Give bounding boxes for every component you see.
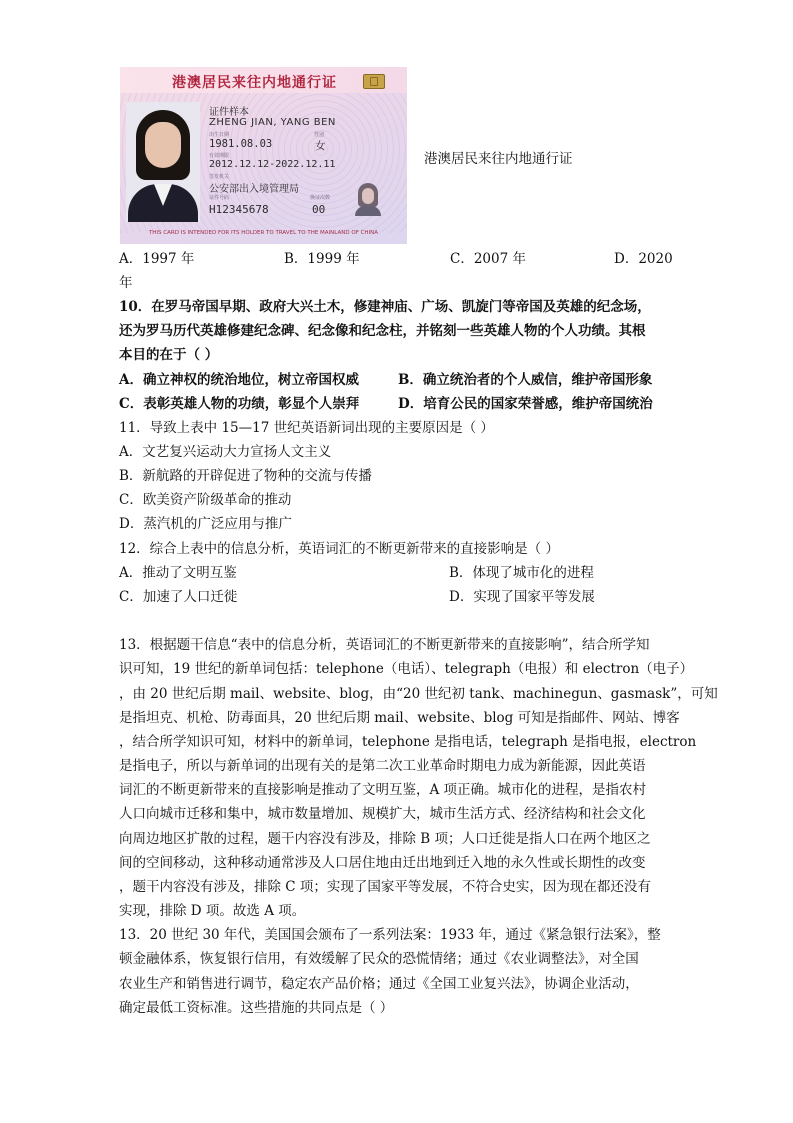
label-issuer: 签发机关 [209,174,230,180]
label-sex: 性别 [314,132,325,138]
q13-stem-line-1: 13．20 世纪 30 年代，美国国会颁布了一系列法案：1933 年，通过《紧急银行法案》，整 [119,927,661,943]
q10-option-b: B．确立统治者的个人威信，维护帝国形象 [398,372,653,388]
q11-option-b: B．新航路的开辟促进了物种的交流与传播 [119,468,372,484]
analysis-line-4: 是指坦克、机枪、防毒面具，20 世纪后期 mail、website、blog 可知是指邮件、网站、博客 [119,710,680,726]
card-caption: 港澳居民来往内地通行证 [424,151,573,167]
card-footer-text: THIS CARD IS INTENDED FOR ITS HOLDER TO TRAVEL TO THE MAINLAND OF CHINA [148,230,379,236]
q13-stem-line-3: 农业生产和销售进行调节，稳定农产品价格；通过《全国工业复兴法》，协调企业活动， [119,976,639,992]
card-sex: 女 [315,140,326,152]
analysis-line-3: ，由 20 世纪后期 mail、website、blog，由“20 世纪初 tank、machinegun、gasmask”，可知 [119,686,718,702]
q11-stem: 11．导致上表中 15—17 世纪英语新词出现的主要原因是（ ） [119,420,494,436]
q9-option-b: B．1999 年 [284,251,360,267]
ghost-photo [354,182,382,216]
q11-option-c: C．欧美资产阶级革命的推动 [119,492,292,508]
analysis-line-6: 是指电子，所以与新单词的出现有关的是第二次工业革命时期电力成为新能源，因此英语 [119,758,646,774]
q12-option-c: C．加速了人口迁徙 [119,589,238,605]
q11-option-a: A．文艺复兴运动大力宣扬人文主义 [119,444,332,460]
q10-option-c: C．表彰英雄人物的功绩，彰显个人崇拜 [119,396,360,412]
analysis-line-7: 词汇的不断更新带来的直接影响是推动了文明互鉴，A 项正确。城市化的进程，是指农村 [119,782,647,798]
analysis-line-8: 人口向城市迁移和集中，城市数量增加、规模扩大，城市生活方式、经济结构和社会文化 [119,806,646,822]
card-count: 00 [312,203,326,216]
q12-option-b: B．体现了城市化的进程 [449,565,594,581]
q12-option-a: A．推动了文明互鉴 [119,565,237,581]
chip-icon [363,74,385,89]
q10-stem-line-2: 还为罗马历代英雄修建纪念碑、纪念像和纪念柱，并铭刻一些英雄人物的个人功绩。其根 [119,323,646,339]
analysis-line-5: ，结合所学知识可知，材料中的新单词，telephone 是指电话，telegraph 是指电报，electron [119,734,697,750]
q12-option-d: D．实现了国家平等发展 [449,589,595,605]
q9-option-c: C．2007 年 [450,251,526,267]
q10-option-d: D．培育公民的国家荣誉感，维护帝国统治 [398,396,653,412]
card-validity: 2012.12.12-2022.12.11 [209,159,336,170]
holder-photo [126,102,200,222]
card-issuer: 公安部出入境管理局 [209,184,299,195]
analysis-line-1: 13．根据题干信息“表中的信息分析，英语词汇的不断更新带来的直接影响”，结合所学知 [119,637,650,653]
card-name: ZHENG JIAN, YANG BEN [209,117,336,128]
card-birth: 1981.08.03 [209,138,273,150]
q10-stem-line-1: 10．在罗马帝国早期、政府大兴土木，修建神庙、广场、凯旋门等帝国及英雄的纪念场， [119,299,651,315]
q9-option-d: D．2020 [614,251,673,267]
analysis-line-12: 实现，排除 D 项。故选 A 项。 [119,903,306,919]
q10-option-a: A．确立神权的统治地位，树立帝国权威 [119,372,359,388]
q12-stem: 12．综合上表中的信息分析，英语词汇的不断更新带来的直接影响是（ ） [119,541,559,557]
card-number: H12345678 [209,203,269,216]
q9-option-a: A．1997 年 [119,251,195,267]
q9-option-d-wrap: 年 [119,275,133,291]
analysis-line-10: 间的空间移动，这种移动通常涉及人口居住地由迁出地到迁入地的永久性或长期性的改变 [119,855,646,871]
id-card-image [120,67,407,244]
q13-stem-line-2: 顿金融体系，恢复银行信用，有效缓解了民众的恐慌情绪；通过《农业调整法》，对全国 [119,951,639,967]
card-sample: 证件样本 [209,107,249,118]
label-birth: 出生日期 [209,132,230,138]
label-number: 证件号码 [209,195,230,201]
analysis-line-9: 向周边地区扩散的过程，题干内容没有涉及，排除 B 项；人口迁徙是指人口在两个地区之 [119,831,651,847]
card-title: 港澳居民来往内地通行证 [172,75,337,91]
label-count: 换证次数 [310,195,331,201]
q13-stem-line-4: 确定最低工资标准。这些措施的共同点是（ ） [119,1000,394,1016]
q10-stem-line-3: 本目的在于（ ） [119,347,219,363]
label-validity: 有效期限 [209,153,230,159]
analysis-line-2: 识可知，19 世纪的新单词包括：telephone（电话）、telegraph（电报）和 electron（电子） [119,661,694,677]
q11-option-d: D．蒸汽机的广泛应用与推广 [119,516,292,532]
card-header [120,67,407,93]
analysis-line-11: ，题干内容没有涉及，排除 C 项；实现了国家平等发展，不符合史实，因为现在都还没有 [119,879,651,895]
